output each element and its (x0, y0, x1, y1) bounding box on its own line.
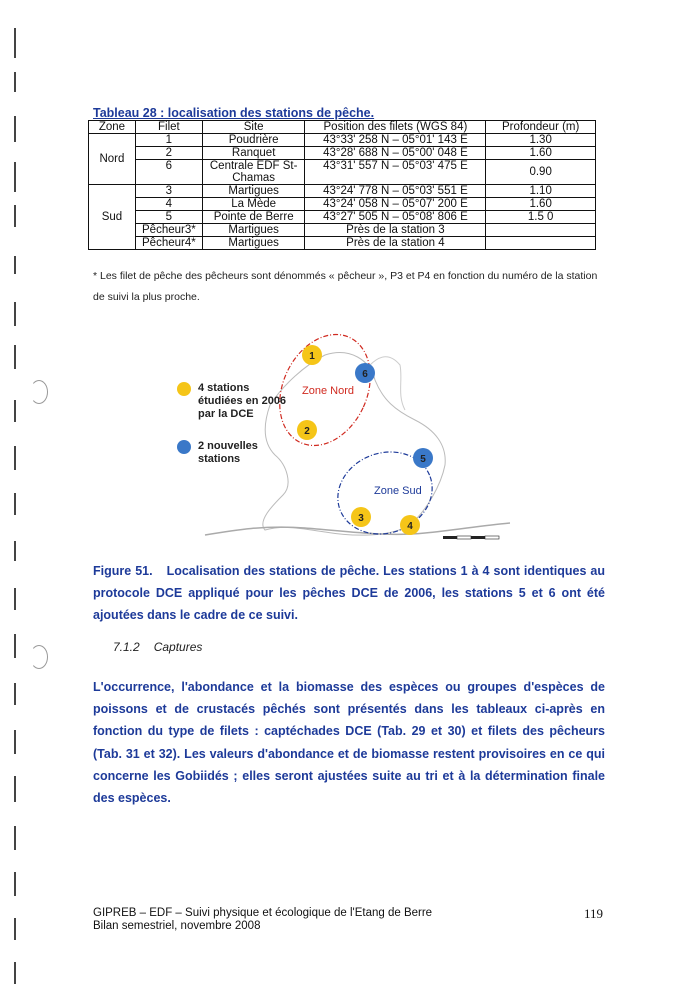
depth-cell: 1.60 (486, 198, 596, 211)
header-filet: Filet (135, 121, 202, 134)
filet-cell: 1 (135, 134, 202, 147)
station-label-3: 3 (358, 513, 364, 524)
site-cell: Martigues (202, 237, 305, 250)
binder-mark (14, 541, 16, 561)
legend-blue-dot (177, 440, 191, 454)
binder-mark (14, 28, 16, 58)
header-site: Site (202, 121, 305, 134)
table-row (89, 147, 596, 160)
filet-cell: 2 (135, 147, 202, 160)
binder-ring (30, 380, 48, 404)
position-cell: 43°24' 058 N – 05°07' 200 E (305, 198, 486, 211)
table-row (89, 224, 596, 237)
site-cell: Centrale EDF St-Chamas (202, 160, 305, 185)
binder-mark (14, 634, 16, 658)
depth-cell: 1.30 (486, 134, 596, 147)
filet-cell: 5 (135, 211, 202, 224)
site-cell: Martigues (202, 224, 305, 237)
binder-mark (14, 116, 16, 142)
table-row (89, 134, 596, 147)
figure-caption-text: Localisation des stations de pêche. Les stations 1 à 4 sont identiques au protocole DCE appliqué pour les pêches DCE de 2006, les stations 5 et 6 ont été ajoutées dans le cadre de ce suivi. (93, 564, 605, 622)
binder-mark (14, 256, 16, 274)
section-number: 7.1.2 (113, 640, 140, 654)
legend-yellow-line1: 4 stations (198, 382, 250, 394)
header-depth: Profondeur (m) (486, 121, 596, 134)
table-footnote: * Les filet de pêche des pêcheurs sont dénommés « pêcheur », P3 et P4 en fonction du numéro de la station de suivi la plus proche. (93, 270, 598, 303)
footer-line1: GIPREB – EDF – Suivi physique et écologique de l'Etang de Berre (93, 907, 433, 919)
filet-cell: 6 (135, 160, 202, 185)
site-cell: Ranquet (202, 147, 305, 160)
zone-cell-sud: Sud (89, 185, 136, 250)
depth-cell: 1.10 (486, 185, 596, 198)
header-zone: Zone (89, 121, 136, 134)
table-row (89, 237, 596, 250)
coastline (370, 357, 405, 410)
station-label-2: 2 (304, 426, 310, 437)
binder-mark (14, 400, 16, 422)
station-label-4: 4 (407, 521, 413, 532)
binder-mark (14, 162, 16, 192)
page-number: 119 (584, 906, 604, 921)
site-cell: Pointe de Berre (202, 211, 305, 224)
station-label-6: 6 (362, 369, 368, 380)
depth-cell: 0.90 (486, 160, 596, 185)
zone-cell-nord: Nord (89, 134, 136, 185)
position-cell: 43°24' 778 N – 05°03' 551 E (305, 185, 486, 198)
position-cell: 43°28' 688 N – 05°00' 048 E (305, 147, 486, 160)
table-row (89, 160, 596, 185)
binder-mark (14, 962, 16, 984)
binder-mark (14, 345, 16, 369)
position-cell: 43°27' 505 N – 05°08' 806 E (305, 211, 486, 224)
depth-cell (486, 224, 596, 237)
table-row (89, 185, 596, 198)
depth-cell: 1.60 (486, 147, 596, 160)
body-paragraph: L'occurrence, l'abondance et la biomasse des espèces ou groupes d'espèces de poissons et de crustacés pêchés sont présentés dans les tableaux ci-après en fonction du type de filets : captéchades DCE (Tab. 29 et 30) et filets des pêcheurs (Tab. 31 et 32). Les valeurs d'abondance et de biomasse restent provisoires en ce qui concerne les Gobiidés ; elles seront ajustées suite au tri et à la détermination finale des espèces. (93, 680, 605, 806)
binder-mark (14, 872, 16, 896)
page-footer (93, 907, 432, 933)
binder-mark (14, 730, 16, 754)
legend-yellow-line3: par la DCE (198, 408, 254, 420)
zone-sud-label: Zone Sud (374, 485, 422, 497)
binder-mark (14, 72, 16, 92)
filet-cell: 3 (135, 185, 202, 198)
table-title: Tableau 28 : localisation des stations de pêche. (93, 106, 375, 120)
position-cell: 43°31' 557 N – 05°03' 475 E (305, 160, 486, 185)
binder-mark (14, 588, 16, 610)
station-map (165, 325, 535, 555)
coastline (263, 353, 445, 536)
stations-table (88, 120, 596, 250)
binder-mark (14, 826, 16, 850)
table-row (89, 211, 596, 224)
legend-blue-line1: 2 nouvelles (198, 440, 258, 452)
filet-cell: Pêcheur4* (135, 237, 202, 250)
position-cell: 43°33' 258 N – 05°01' 143 E (305, 134, 486, 147)
figure-label: Figure 51. (93, 564, 153, 578)
figure-caption (93, 560, 605, 626)
scale-bar (443, 536, 499, 539)
site-cell: La Mède (202, 198, 305, 211)
zone-nord-label: Zone Nord (302, 385, 354, 397)
filet-cell: 4 (135, 198, 202, 211)
binder-mark (14, 918, 16, 940)
binder-mark (14, 776, 16, 802)
station-label-5: 5 (420, 454, 426, 465)
table-header-row (89, 121, 596, 134)
filet-cell: Pêcheur3* (135, 224, 202, 237)
section-heading (113, 640, 202, 654)
station-map-svg (165, 325, 535, 555)
binder-mark (14, 683, 16, 705)
site-cell: Poudrière (202, 134, 305, 147)
binder-mark (14, 446, 16, 470)
depth-cell (486, 237, 596, 250)
binder-mark (14, 205, 16, 227)
section-title: Captures (153, 640, 203, 654)
table-row (89, 198, 596, 211)
legend-yellow-dot (177, 382, 191, 396)
footer-line2: Bilan semestriel, novembre 2008 (93, 920, 261, 932)
legend-yellow-line2: étudiées en 2006 (198, 395, 287, 407)
header-position: Position des filets (WGS 84) (305, 121, 486, 134)
depth-cell: 1.5 0 (486, 211, 596, 224)
binder-mark (14, 493, 16, 515)
position-cell: Près de la station 4 (305, 237, 486, 250)
binder-mark (14, 302, 16, 326)
station-label-1: 1 (309, 351, 315, 362)
binder-ring (30, 645, 48, 669)
position-cell: Près de la station 3 (305, 224, 486, 237)
site-cell: Martigues (202, 185, 305, 198)
legend-blue-line2: stations (198, 453, 241, 465)
